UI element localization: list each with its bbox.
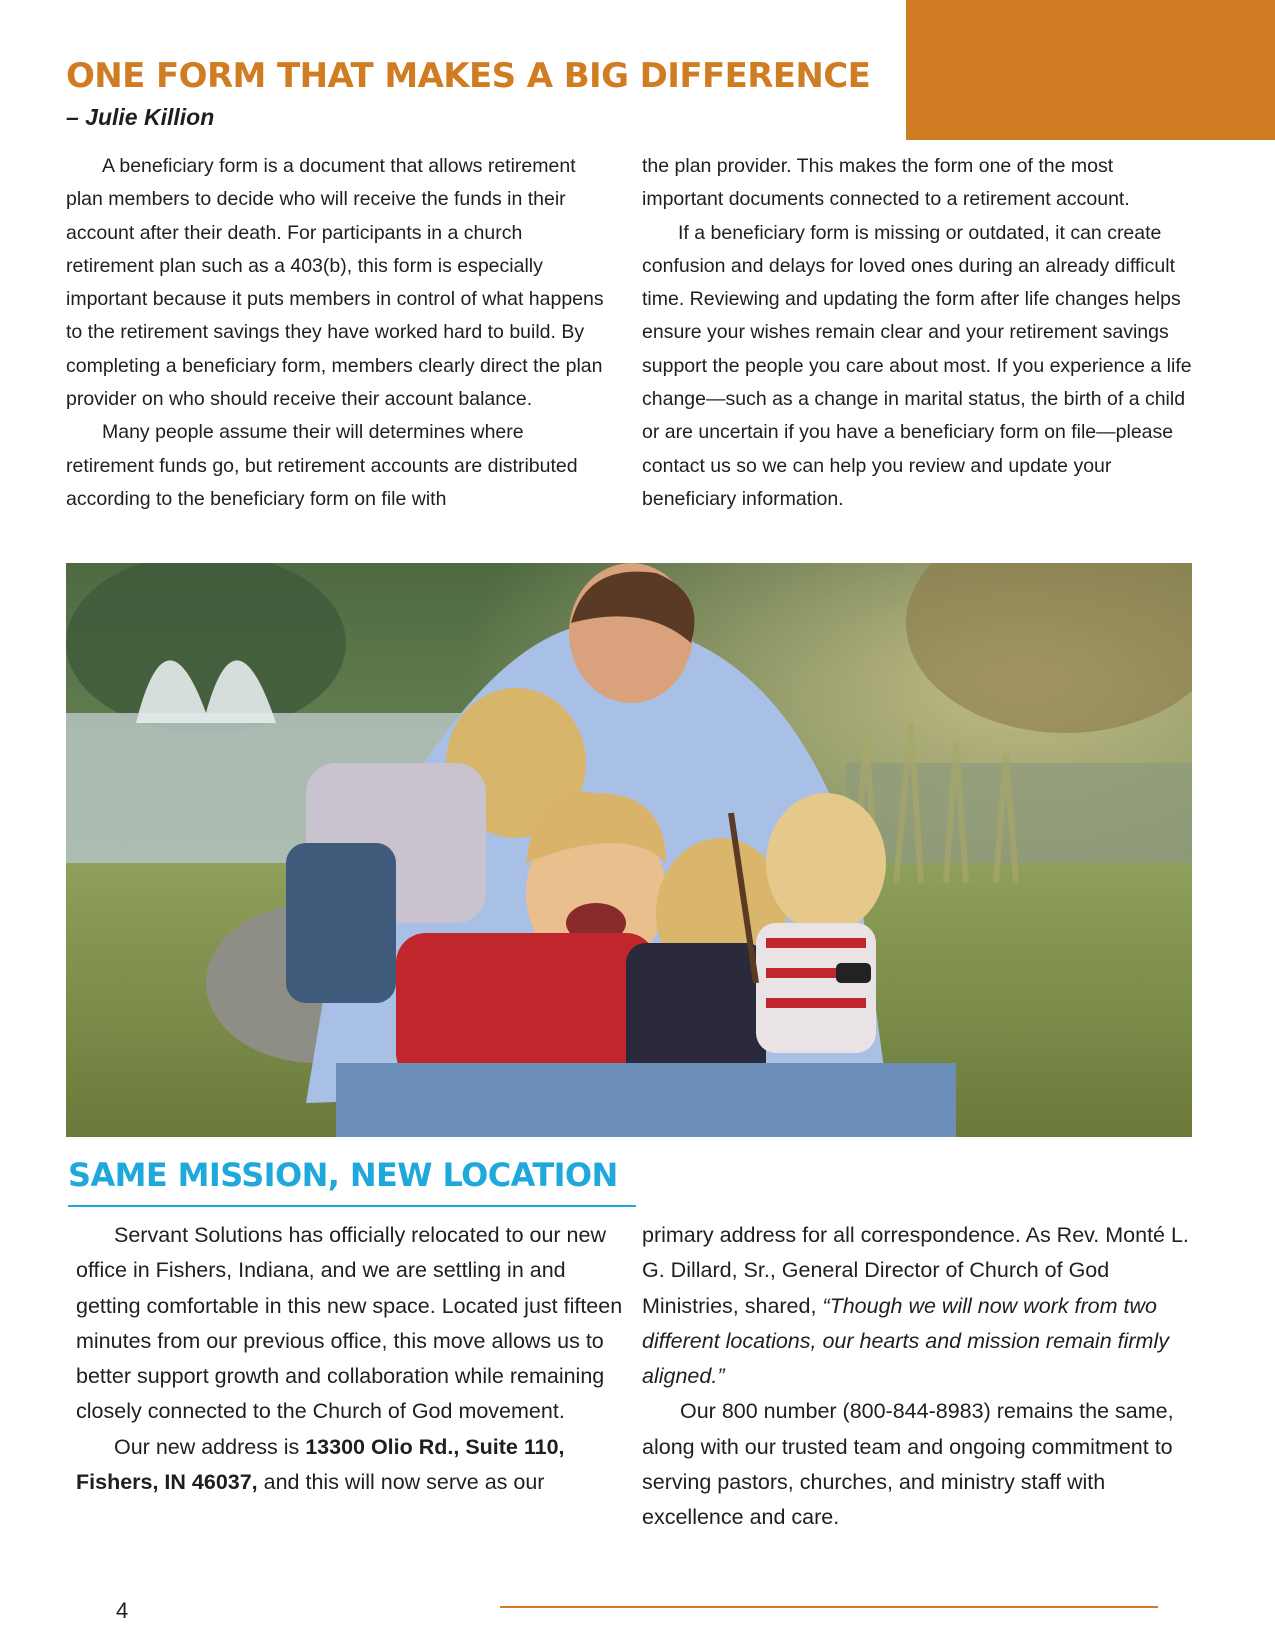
footer-rule [500, 1606, 1158, 1608]
corner-accent-block [906, 0, 1275, 140]
title-underline [68, 1205, 636, 1207]
article2-column-left [76, 1218, 626, 1500]
family-photo [66, 563, 1192, 1137]
article2-paragraph: Servant Solutions has officially relocated to our new office in Fishers, Indiana, and we are settling in and getting comfortable in this new space. Located just fifteen minutes from our previous office, this move allows us to better support growth and collaboration while remaining closely connected to the Church of God movement. [76, 1223, 623, 1424]
article1-paragraph: A beneficiary form is a document that allows retirement plan members to decide who will receive the funds in their account after their death. For participants in a church retirement plan such as a 403(b), this form is especially important because it puts members in control of what happens to the retirement savings they have worked hard to build. By completing a beneficiary form, members clearly direct the plan provider on who should receive their account balance. [66, 155, 604, 411]
page-number: 4 [116, 1598, 129, 1623]
article2-paragraph: Our new address is 13300 Olio Rd., Suite 110, Fishers, IN 46037, and this will now serve as our [76, 1434, 565, 1495]
article-title: ONE FORM THAT MAKES A BIG DIFFERENCE [66, 56, 871, 96]
article1-paragraph: the plan provider. This makes the form one of the most important documents connected to a retirement account. [642, 155, 1130, 211]
article1-paragraph: Many people assume their will determines where retirement funds go, but retirement accounts are distributed according to the beneficiary form on file with [66, 421, 578, 510]
article2-paragraph: primary address for all correspondence. As Rev. Monté L. G. Dillard, Sr., General Director of Church of God Ministries, shared, “Though we will now work from two different locations, our hearts and mission remain firmly aligned.” [642, 1223, 1189, 1389]
article2-column-right [642, 1218, 1202, 1536]
article2-paragraph: Our 800 number (800-844-8983) remains the same, along with our trusted team and ongoing commitment to serving pastors, churches, and ministry staff with excellence and care. [642, 1399, 1174, 1530]
article1-paragraph: If a beneficiary form is missing or outdated, it can create confusion and delays for loved ones during an already difficult time. Reviewing and updating the form after life changes helps ensure your wishes remain clear and your retirement savings support the people you care about most. If you experience a life change—such as a change in marital status, the birth of a child or are uncertain if you have a beneficiary form on file—please contact us so we can help you review and update your beneficiary information. [642, 221, 1192, 510]
article1-column-right [642, 150, 1192, 516]
article1-column-left [66, 150, 604, 516]
director-quote: “Though we will now work from two different locations, our hearts and mission remain firmly aligned.” [642, 1293, 1169, 1389]
office-address: 13300 Olio Rd., Suite 110, Fishers, IN 46037, [76, 1434, 565, 1495]
section-title: SAME MISSION, NEW LOCATION [68, 1156, 618, 1194]
author-byline: – Julie Killion [66, 104, 215, 130]
